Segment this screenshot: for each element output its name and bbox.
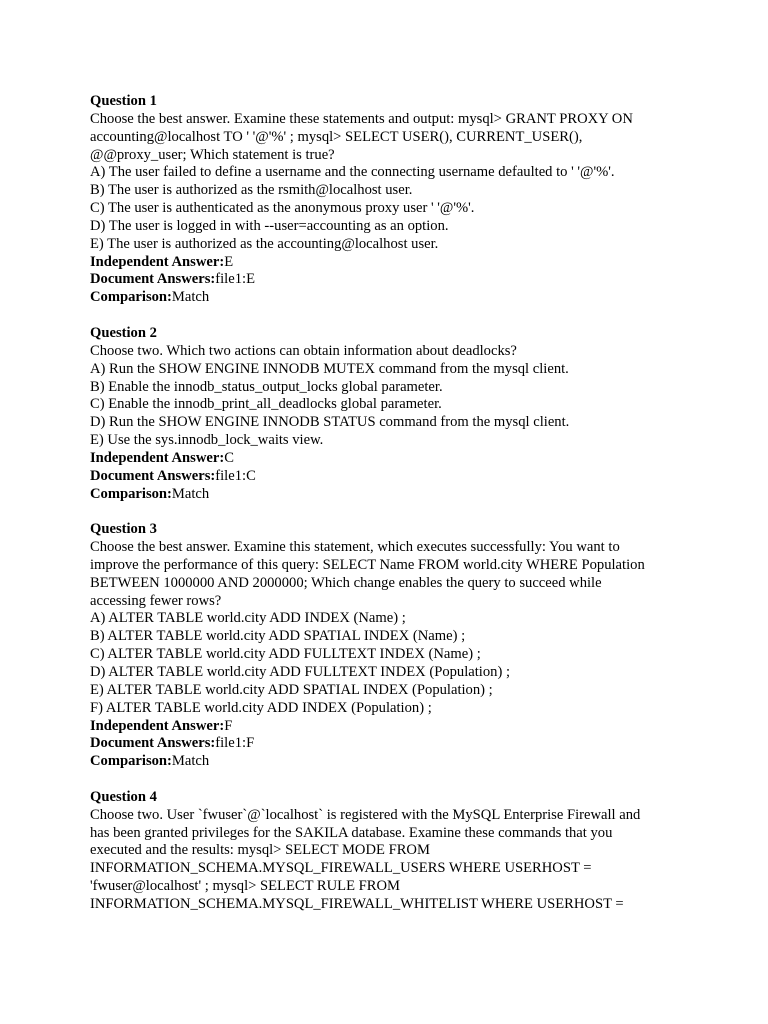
question-text-line: executed and the results: mysql> SELECT MODE FROM <box>90 842 430 859</box>
document-answers <box>90 735 680 753</box>
question-heading: Question 2 <box>90 324 157 341</box>
answer-option: A) The user failed to define a username and the connecting username defaulted to ' '@'%'. <box>90 164 615 181</box>
question-text-line: accessing fewer rows? <box>90 592 222 609</box>
comparison-value: Match <box>171 753 210 770</box>
comparison <box>90 753 680 771</box>
document-answers-label: Document Answers: <box>90 467 216 484</box>
question-text-line: 'fwuser@localhost' ; mysql> SELECT RULE FROM <box>90 878 401 895</box>
answer-option: E) ALTER TABLE world.city ADD SPATIAL INDEX (Population) ; <box>90 681 493 698</box>
answer-option: B) ALTER TABLE world.city ADD SPATIAL INDEX (Name) ; <box>90 628 466 645</box>
question-text-line: Choose the best answer. Examine these statements and output: mysql> GRANT PROXY ON <box>90 110 633 127</box>
document-answers-label: Document Answers: <box>90 735 216 752</box>
question-text-line: Choose two. Which two actions can obtain information about deadlocks? <box>90 342 517 359</box>
question-1 <box>90 93 680 307</box>
answer-option: C) ALTER TABLE world.city ADD FULLTEXT INDEX (Name) ; <box>90 646 481 663</box>
question-heading: Question 1 <box>90 93 157 109</box>
independent-answer <box>90 718 680 736</box>
independent-answer-value: F <box>224 717 233 734</box>
question-text-line: INFORMATION_SCHEMA.MYSQL_FIREWALL_WHITELIST WHERE USERHOST = <box>90 895 624 912</box>
question-heading: Question 3 <box>90 521 157 538</box>
independent-answer-label: Independent Answer: <box>90 449 225 466</box>
question-3 <box>90 521 680 771</box>
answer-option: B) Enable the innodb_status_output_locks global parameter. <box>90 378 443 395</box>
answer-option: E) The user is authorized as the accounting@localhost user. <box>90 235 439 252</box>
answer-option: A) Run the SHOW ENGINE INNODB MUTEX command from the mysql client. <box>90 360 569 377</box>
independent-answer-label: Independent Answer: <box>90 253 225 270</box>
comparison-label: Comparison: <box>90 485 172 502</box>
document-answers-value: file1:F <box>215 735 255 752</box>
comparison-value: Match <box>171 289 210 306</box>
question-text-line: INFORMATION_SCHEMA.MYSQL_FIREWALL_USERS WHERE USERHOST = <box>90 860 592 877</box>
document-page <box>90 93 680 932</box>
answer-option: D) The user is logged in with --user=accounting as an option. <box>90 217 449 234</box>
comparison-label: Comparison: <box>90 289 172 306</box>
independent-answer-value: E <box>224 253 234 270</box>
document-answers-value: file1:E <box>215 271 255 288</box>
comparison <box>90 289 680 307</box>
comparison <box>90 486 680 504</box>
comparison-label: Comparison: <box>90 753 172 770</box>
comparison-value: Match <box>171 485 210 502</box>
answer-option: C) Enable the innodb_print_all_deadlocks global parameter. <box>90 396 442 413</box>
question-heading: Question 4 <box>90 788 157 805</box>
question-4 <box>90 789 680 914</box>
independent-answer-label: Independent Answer: <box>90 717 225 734</box>
answer-option: F) ALTER TABLE world.city ADD INDEX (Population) ; <box>90 699 432 716</box>
document-answers-label: Document Answers: <box>90 271 216 288</box>
answer-option: E) Use the sys.innodb_lock_waits view. <box>90 432 324 449</box>
question-text-line: @@proxy_user; Which statement is true? <box>90 146 335 163</box>
independent-answer-value: C <box>224 449 234 466</box>
answer-option: A) ALTER TABLE world.city ADD INDEX (Name) ; <box>90 610 406 627</box>
independent-answer <box>90 254 680 272</box>
answer-option: C) The user is authenticated as the anonymous proxy user ' '@'%'. <box>90 200 475 217</box>
document-answers <box>90 468 680 486</box>
question-text-line: BETWEEN 1000000 AND 2000000; Which change enables the query to succeed while <box>90 574 602 591</box>
answer-option: B) The user is authorized as the rsmith@localhost user. <box>90 182 413 199</box>
question-text-line: Choose the best answer. Examine this statement, which executes successfully: You want to <box>90 539 620 556</box>
document-answers <box>90 271 680 289</box>
question-text-line: Choose two. User `fwuser`@`localhost` is registered with the MySQL Enterprise Firewall and <box>90 806 641 823</box>
answer-option: D) ALTER TABLE world.city ADD FULLTEXT INDEX (Population) ; <box>90 664 511 680</box>
answer-option: D) Run the SHOW ENGINE INNODB STATUS command from the mysql client. <box>90 414 570 431</box>
question-text-line: accounting@localhost TO ' '@'%' ; mysql> SELECT USER(), CURRENT_USER(), <box>90 128 583 145</box>
question-text-line: has been granted privileges for the SAKILA database. Examine these commands that you <box>90 824 613 841</box>
question-2 <box>90 325 680 503</box>
independent-answer <box>90 450 680 468</box>
document-answers-value: file1:C <box>215 467 256 484</box>
question-text-line: improve the performance of this query: SELECT Name FROM world.city WHERE Population <box>90 556 645 573</box>
